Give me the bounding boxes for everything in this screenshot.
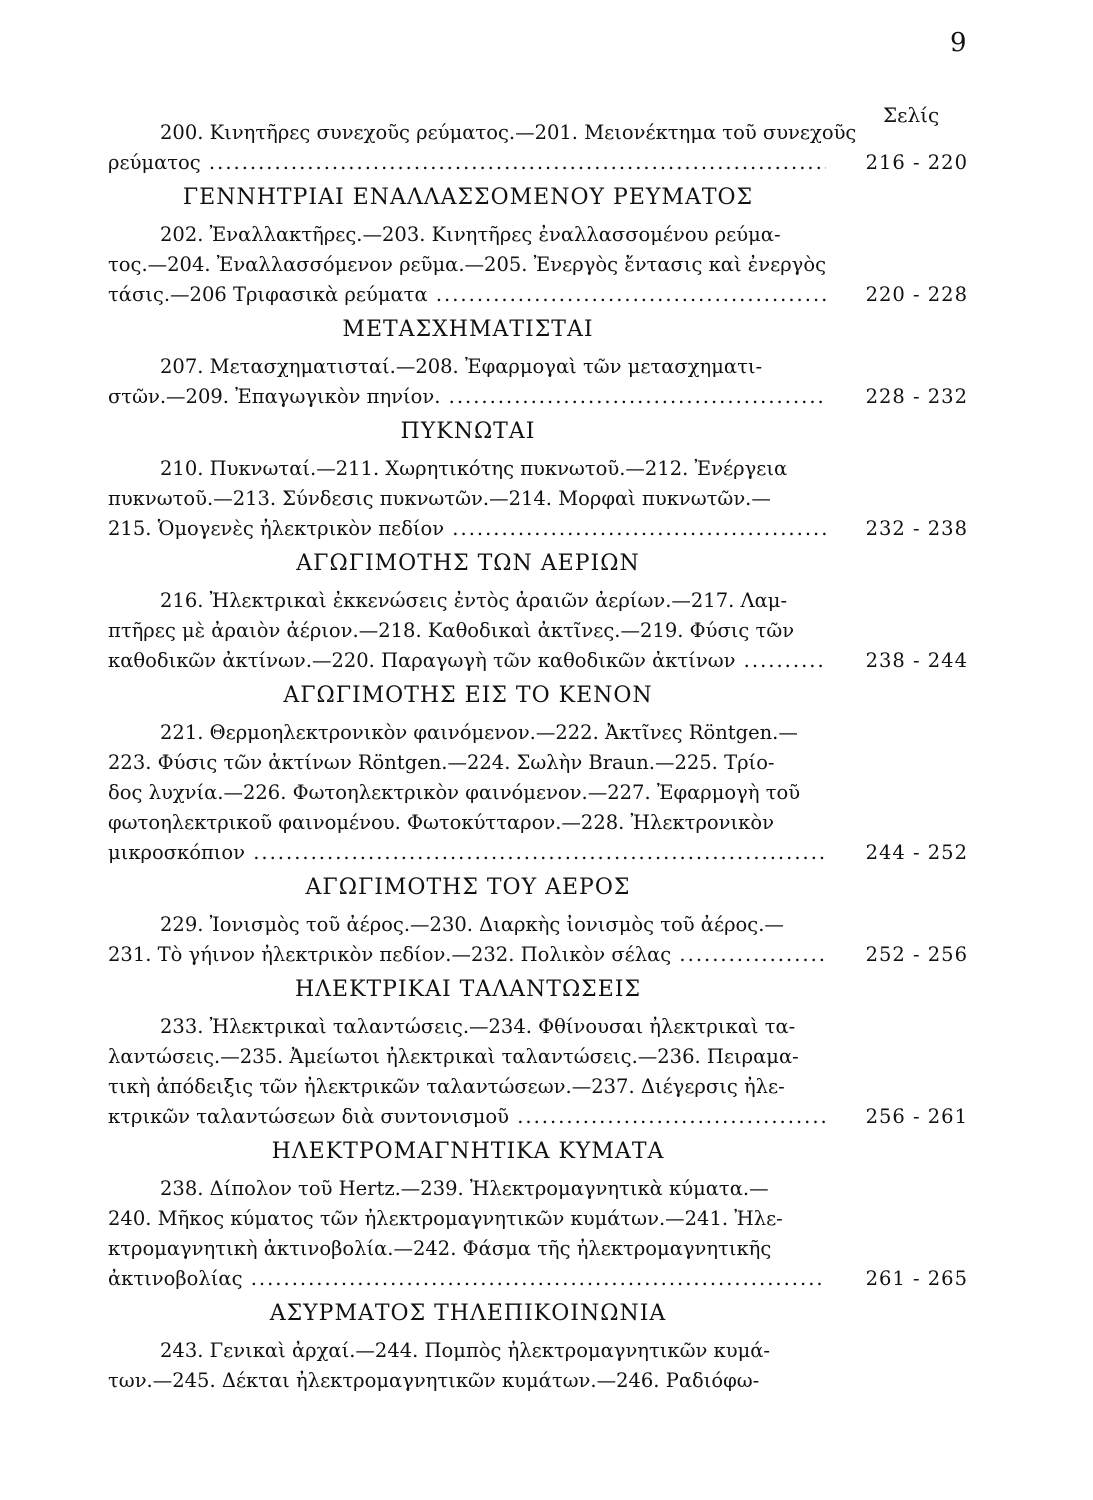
entry-line: 223. Φύσις τῶν ἀκτίνων Röntgen.—224. Σωλὴν Braun.—225. Τρίο- (108, 751, 775, 774)
page-range: 228 - 232 (865, 385, 968, 408)
page-range: 232 - 238 (865, 517, 968, 540)
toc-entry (108, 718, 968, 868)
toc-section (108, 118, 968, 178)
entry-line: 216. Ἠλεκτρικαὶ ἐκκενώσεις ἐντὸς ἀραιῶν ἀερίων.—217. Λαμ- (160, 589, 788, 612)
section-heading: ΑΓΩΓΙΜΟΤΗΣ ΕΙΣ ΤΟ ΚΕΝΟΝ (283, 683, 653, 708)
toc-section (108, 314, 968, 412)
column-header: Σελίς (883, 103, 940, 127)
toc-section (108, 548, 968, 676)
toc-entry (108, 352, 968, 412)
toc-section (108, 416, 968, 544)
section-heading: ΗΛΕΚΤΡΙΚΑΙ ΤΑΛΑΝΤΩΣΕΙΣ (294, 977, 642, 1002)
entry-line: 207. Μετασχηματισταί.—208. Ἐφαρμογαὶ τῶν μετασχηματι- (160, 355, 763, 378)
section-heading: ΑΓΩΓΙΜΟΤΗΣ ΤΟΥ ΑΕΡΟΣ (305, 875, 631, 900)
entry-line: φωτοηλεκτρικοῦ φαινομένου. Φωτοκύτταρον.—228. Ἠλεκτρονικὸν (108, 811, 774, 834)
entry-line: τος.—204. Ἐναλλασσόμενον ρεῦμα.—205. Ἐνεργὸς ἔντασις καὶ ἐνεργὸς (108, 253, 826, 276)
entry-line: 210. Πυκνωταί.—211. Χωρητικότης πυκνωτοῦ.—212. Ἐνέργεια (160, 457, 788, 480)
entry-line: 202. Ἐναλλακτῆρες.—203. Κινητῆρες ἐναλλασσομένου ρεύμα- (160, 223, 781, 246)
section-heading: ΑΣΥΡΜΑΤΟΣ ΤΗΛΕΠΙΚΟΙΝΩΝΙΑ (269, 1301, 667, 1326)
entry-line: 221. Θερμοηλεκτρονικὸν φαινόμενον.—222. Ἀκτῖνες Röntgen.— (160, 721, 798, 744)
entry-line: 200. Κινητῆρες συνεχοῦς ρεύματος.—201. Μειονέκτημα τοῦ συνεχοῦς (160, 121, 857, 144)
entry-line: κτρομαγνητικὴ ἀκτινοβολία.—242. Φάσμα τῆς ἠλεκτρομαγνητικῆς (108, 1237, 772, 1260)
toc-content (108, 118, 968, 1396)
entry-line: 231. Τὸ γήινον ἠλεκτρικὸν πεδίον.—232. Πολικὸν σέλας ..... (108, 940, 826, 970)
toc-entry (108, 910, 968, 970)
entry-line: μικροσκόπιον ..... (108, 838, 826, 868)
toc-section (108, 1136, 968, 1294)
toc-entry (108, 454, 968, 544)
toc-section (108, 182, 968, 310)
entry-line: στῶν.—209. Ἐπαγωγικὸν πηνίον. ..... (108, 382, 826, 412)
toc-section (108, 680, 968, 868)
page-number: 9 (950, 28, 967, 58)
toc-section (108, 974, 968, 1132)
entry-line: λαντώσεις.—235. Ἀμείωτοι ἠλεκτρικαὶ ταλαντώσεις.—236. Πειραμα- (108, 1045, 799, 1068)
section-heading: ΠΥΚΝΩΤΑΙ (400, 419, 536, 444)
entry-line: τικὴ ἀπόδειξις τῶν ἠλεκτρικῶν ταλαντώσεων.—237. Διέγερσις ἠλε- (108, 1075, 785, 1098)
entry-line: κτρικῶν ταλαντώσεων διὰ συντονισμοῦ ..... (108, 1102, 826, 1132)
toc-entry (108, 118, 968, 178)
entry-line: 215. Ὁμογενὲς ἠλεκτρικὸν πεδίον ..... (108, 514, 826, 544)
toc-section (108, 872, 968, 970)
page-range: 244 - 252 (865, 841, 968, 864)
entry-line: δος λυχνία.—226. Φωτοηλεκτρικὸν φαινόμενον.—227. Ἐφαρμογὴ τοῦ (108, 781, 801, 804)
page-range: 216 - 220 (865, 151, 968, 174)
toc-entry (108, 1336, 968, 1396)
section-heading: ΓΕΝΝΗΤΡΙΑΙ ΕΝΑΛΛΑΣΣΟΜΕΝΟΥ ΡΕΥΜΑΤΟΣ (182, 185, 754, 210)
page-range: 220 - 228 (865, 283, 968, 306)
entry-line: 240. Μῆκος κύματος τῶν ἠλεκτρομαγνητικῶν κυμάτων.—241. Ἠλε- (108, 1207, 783, 1230)
entry-line: ρεύματος ..... (108, 148, 826, 178)
section-heading: ΜΕΤΑΣΧΗΜΑΤΙΣΤΑΙ (342, 317, 594, 342)
entry-line: 233. Ἠλεκτρικαὶ ταλαντώσεις.—234. Φθίνουσαι ἠλεκτρικαὶ τα- (160, 1015, 796, 1038)
toc-entry (108, 1174, 968, 1294)
page-range: 256 - 261 (865, 1105, 968, 1128)
page-range: 238 - 244 (865, 649, 968, 672)
entry-line: 243. Γενικαὶ ἀρχαί.—244. Πομπὸς ἠλεκτρομαγνητικῶν κυμά- (160, 1339, 771, 1362)
toc-section (108, 1298, 968, 1396)
entry-line: καθοδικῶν ἀκτίνων.—220. Παραγωγὴ τῶν καθοδικῶν ἀκτίνων ..... (108, 646, 826, 676)
entry-line: 229. Ἰονισμὸς τοῦ ἀέρος.—230. Διαρκὴς ἰονισμὸς τοῦ ἀέρος.— (160, 913, 784, 936)
section-heading: ΗΛΕΚΤΡΟΜΑΓΝΗΤΙΚΑ ΚΥΜΑΤΑ (271, 1139, 665, 1164)
toc-entry (108, 586, 968, 676)
page-range: 252 - 256 (865, 943, 968, 966)
toc-entry (108, 1012, 968, 1132)
entry-line: των.—245. Δέκται ἠλεκτρομαγνητικῶν κυμάτων.—246. Ραδιόφω- (108, 1369, 760, 1392)
entry-line: πτῆρες μὲ ἀραιὸν ἀέριον.—218. Καθοδικαὶ ἀκτῖνες.—219. Φύσις τῶν (108, 619, 795, 642)
entry-line: 238. Δίπολον τοῦ Hertz.—239. Ἠλεκτρομαγνητικὰ κύματα.— (160, 1177, 769, 1200)
entry-line: τάσις.—206 Τριφασικὰ ρεύματα ..... (108, 280, 826, 310)
entry-line: ἀκτινοβολίας ..... (108, 1264, 826, 1294)
entry-line: πυκνωτοῦ.—213. Σύνδεσις πυκνωτῶν.—214. Μορφαὶ πυκνωτῶν.— (108, 487, 771, 510)
page-range: 261 - 265 (865, 1267, 968, 1290)
section-heading: ΑΓΩΓΙΜΟΤΗΣ ΤΩΝ ΑΕΡΙΩΝ (296, 551, 640, 576)
toc-entry (108, 220, 968, 310)
